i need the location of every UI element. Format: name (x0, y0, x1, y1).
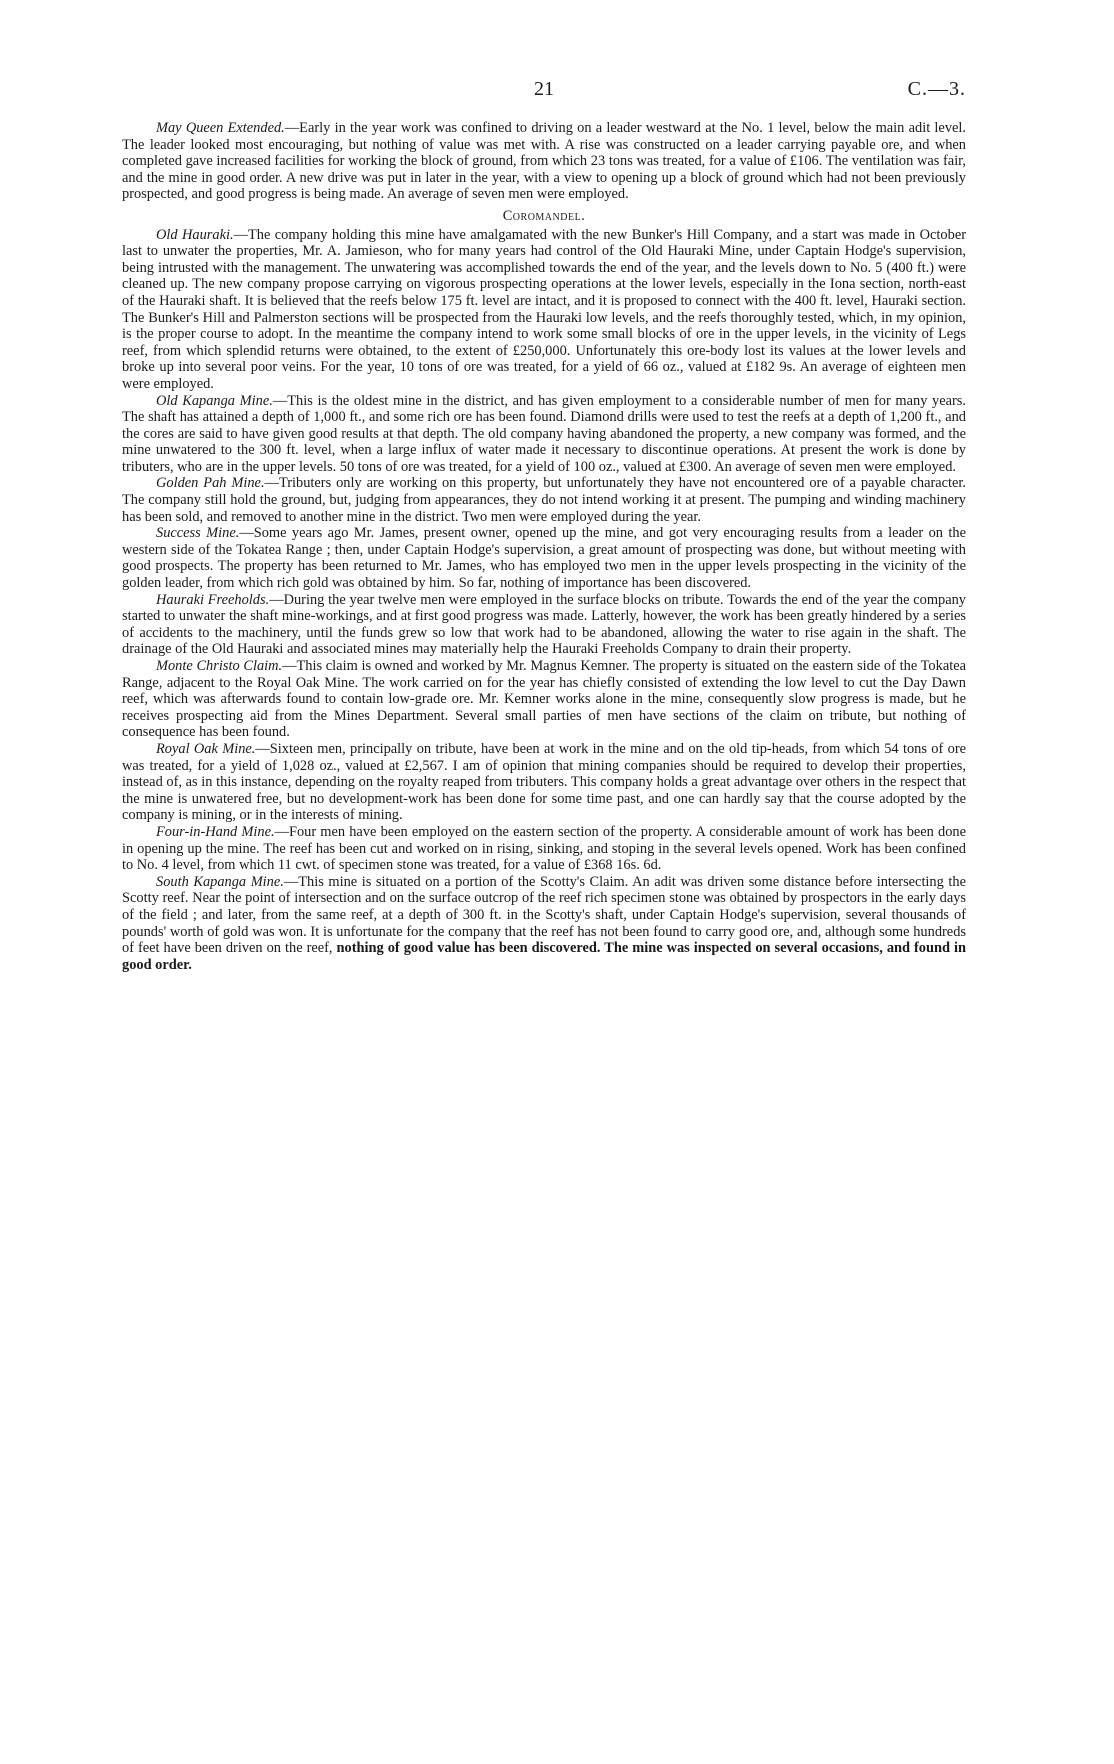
document-reference: C.—3. (907, 78, 966, 100)
paragraph-bold-text: nothing of good value has been discovered. The mine was inspected on several occasions, and found in good order. (122, 940, 967, 973)
page-header (122, 78, 966, 106)
mine-name: South Kapanga Mine. (156, 873, 284, 890)
paragraph-golden-pah-mine (122, 475, 966, 525)
paragraph-text: —Early in the year work was confined to driving on a leader westward at the No. 1 level, below the main adit level. The leader looked most encouraging, but nothing of value was met with. A rise was constructed on a leader carrying payable ore, and when completed gave increased facilities for working the block of ground, from which 23 tons was treated, for a value of £106. The ventilation was fair, and the mine in good order. A new drive was put in later in the year, with a view to opening up a block of ground which had not been previously prospected, and good progress is being made. An average of seven men were employed. (122, 120, 966, 203)
paragraph-old-kapanga-mine (122, 393, 966, 476)
paragraph-text: —This is the oldest mine in the district, and has given employment to a considerable number of men for many years. The shaft has attained a depth of 1,000 ft., and some rich ore has been found. Diamond drills were used to test the reefs at a depth of 1,200 ft., and the cores are said to have given good results at that depth. The old company having abandoned the property, a new company was formed, and the mine unwatered to the 300 ft. level, when a large influx of water made it necessary to discontinue operations. At present the work is done by tributers, who are in the upper levels. 50 tons of ore was treated, for a yield of 100 oz., valued at £300. An average of seven men were employed. (122, 392, 967, 475)
mine-name: Success Mine. (156, 525, 240, 542)
section-heading-coromandel: Coromandel. (502, 207, 586, 224)
page-number: 21 (534, 78, 554, 100)
paragraph-south-kapanga-mine (122, 874, 966, 974)
paragraph-text: —This mine is situated on a portion of the Scotty's Claim. An adit was driven some distance before intersecting the Scotty reef. Near the point of intersection and on the surface outcrop of the reef rich specimen stone was obtained by prospectors in the early days of the field ; and later, from the same reef, at a depth of 300 ft. in the Scotty's shaft, under Captain Hodge's supervision, several thousands of pounds' worth of gold was won. It is unfortunate for the company that the reef has not been found to carry good ore, and, although some hundreds of feet have been driven on the reef, (122, 873, 966, 957)
paragraph-text: —This claim is owned and worked by Mr. Magnus Kemner. The property is situated on the eastern side of the Tokatea Range, adjacent to the Royal Oak Mine. The work carried on for the year has chiefly consisted of extending the low level to cut the Day Dawn reef, which was afterwards found to contain low-grade ore. Mr. Kemner works alone in the mine, consequently slow progress is made, but he receives prospecting aid from the Mines Department. Several small parties of men have sections of the claim on tribute, but nothing of consequence has been found. (122, 658, 966, 741)
document-page (122, 78, 966, 973)
mine-name: Golden Pah Mine. (156, 475, 265, 492)
body-text (122, 120, 966, 973)
paragraph-text: —Four men have been employed on the eastern section of the property. A considerable amount of work has been done in opening up the mine. The reef has been cut and worked on in rising, sinking, and stoping in the several levels opened. Work has been confined to No. 4 level, from which 11 cwt. of specimen stone was treated, for a value of £368 16s. 6d. (122, 823, 966, 874)
mine-name: Royal Oak Mine. (156, 740, 256, 757)
paragraph-text: —The company holding this mine have amalgamated with the new Bunker's Hill Company, and a start was made in October last to unwater the properties, Mr. A. Jamieson, who for many years had control of the Old Hauraki Mine, under Captain Hodge's supervision, being intrusted with the management. The unwatering was accomplished towards the end of the year, and the levels down to No. 5 (400 ft.) were cleaned up. The new company propose carrying on vigorous prospecting operations at the lower levels, especially in the Iona section, north-east of the Hauraki shaft. It is believed that the reefs below 175 ft. level are intact, and it is proposed to connect with the 400 ft. level, Hauraki section. The Bunker's Hill and Palmerston sections will be prospected from the Hauraki low levels, and the reefs thoroughly tested, which, in my opinion, is the proper course to adopt. In the meantime the company intend to work some small blocks of ore in the upper levels, in the vicinity of Legs reef, from which splendid returns were obtained, to the extent of £250,000. Unfortunately this ore-body lost its values at the lower levels and broke up into several poor veins. For the year, 10 tons of ore was treated, for a yield of 66 oz., valued at £182 9s. An average of eighteen men were employed. (122, 226, 967, 392)
mine-name: May Queen Extended. (156, 120, 285, 136)
mine-name: Hauraki Freeholds. (156, 591, 270, 608)
paragraph-four-in-hand-mine (122, 824, 966, 874)
paragraph-royal-oak-mine (122, 741, 966, 824)
paragraph-text: —Sixteen men, principally on tribute, have been at work in the mine and on the old tip-heads, from which 54 tons of ore was treated, for a yield of 1,028 oz., valued at £2,567. I am of opinion that mining companies should be required to develop their properties, instead of, as in this instance, depending on the royalty reaped from tributers. This company holds a great advantage over others in the respect that the mine is unwatered free, but no development-work has been done for some time past, and one can hardly say that the course adopted by the company is mining, or in the interests of mining. (122, 740, 966, 824)
paragraph-monte-christo-claim (122, 658, 966, 741)
paragraph-success-mine (122, 525, 966, 591)
mine-name: Old Kapanga Mine. (156, 392, 273, 409)
paragraph-text: —During the year twelve men were employed in the surface blocks on tribute. Towards the end of the year the company started to unwater the shaft mine-workings, and at first good progress was made. Latterly, however, the work has been greatly hindered by a series of accidents to the machinery, until the funds grew so low that work had to be abandoned, allowing the water to rise again in the shaft. The drainage of the Old Hauraki and associated mines may materially help the Hauraki Freeholds Company to drain their property. (122, 591, 967, 658)
paragraph-text: —Tributers only are working on this property, but unfortunately they have not encountered ore of a payable character. The company still hold the ground, but, judging from appearances, they do not intend working it at present. The pumping and winding machinery has been sold, and removed to another mine in the district. Two men were employed during the year. (122, 475, 967, 525)
paragraph-text: —Some years ago Mr. James, present owner, opened up the mine, and got very encouraging results from a leader on the western side of the Tokatea Range ; then, under Captain Hodge's supervision, a great amount of prospecting was done, but without meeting with good prospects. The property has been returned to Mr. James, who has employed two men in the upper levels prospecting in the vicinity of the golden leader, from which rich gold was obtained by him. So far, nothing of importance has been discovered. (122, 525, 966, 592)
mine-name: Monte Christo Claim. (156, 658, 283, 674)
mine-name: Four-in-Hand Mine. (156, 823, 275, 840)
paragraph-may-queen-extended (122, 120, 966, 203)
paragraph-hauraki-freeholds (122, 592, 966, 658)
mine-name: Old Hauraki. (156, 226, 234, 243)
paragraph-old-hauraki (122, 227, 966, 393)
